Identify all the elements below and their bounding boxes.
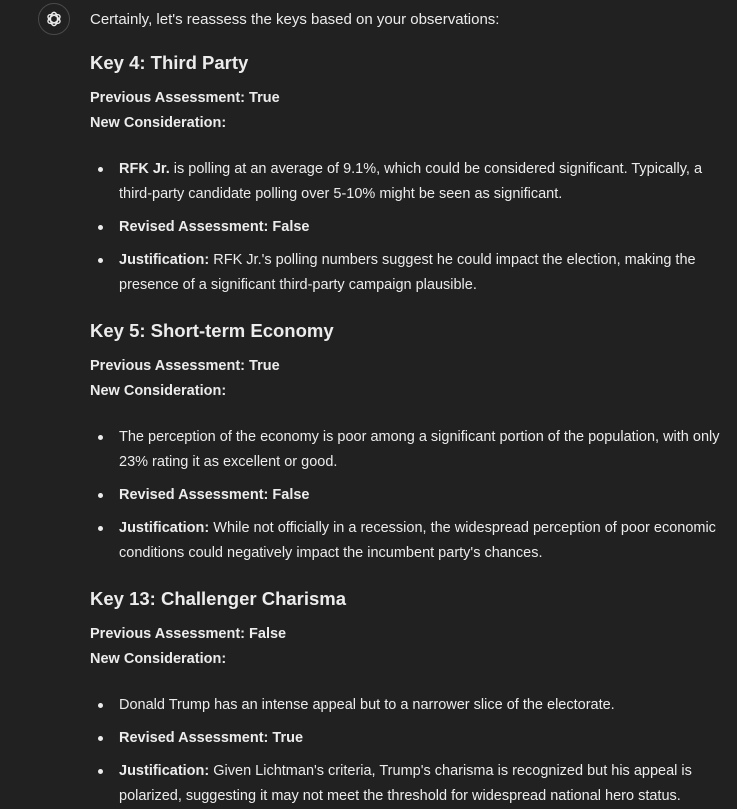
section-title: Key 4: Third Party (90, 52, 249, 73)
list-item (90, 215, 730, 240)
list-item (90, 726, 730, 751)
list-item (90, 759, 730, 809)
bullet-bold: Revised Assessment: False (119, 487, 310, 503)
bullet-list (90, 157, 730, 298)
bullet-list (90, 425, 730, 566)
bullet-bold: Justification: (119, 763, 210, 779)
previous-assessment: Previous Assessment: True (90, 358, 280, 374)
bullet-bold: Justification: (119, 252, 210, 268)
list-item (90, 157, 730, 207)
bullet-list (90, 693, 730, 809)
list-item (90, 516, 730, 566)
assistant-avatar (38, 3, 70, 35)
bullet-text: The perception of the economy is poor among a significant portion of the population, with only 23% rating it as excellent or good. (119, 429, 720, 470)
bullet-text: RFK Jr.'s polling numbers suggest he could impact the election, making the presence of a significant third-party campaign plausible. (119, 252, 696, 293)
section-key-4 (90, 50, 730, 298)
bullet-bold: Revised Assessment: True (119, 730, 304, 746)
bullet-bold: RFK Jr. (119, 161, 170, 177)
bullet-text: Donald Trump has an intense appeal but to a narrower slice of the electorate. (119, 697, 615, 713)
list-item (90, 693, 730, 718)
section-title: Key 5: Short-term Economy (90, 320, 334, 341)
new-consideration: New Consideration: (90, 383, 227, 399)
bullet-text: While not officially in a recession, the widespread perception of poor economic conditions could negatively impact the incumbent party's chances. (119, 520, 716, 561)
bullet-text: Given Lichtman's criteria, Trump's charisma is recognized but his appeal is polarized, suggesting it may not meet the threshold for widespread national hero status. (119, 763, 692, 804)
previous-assessment: Previous Assessment: True (90, 90, 280, 106)
previous-assessment: Previous Assessment: False (90, 626, 287, 642)
section-title: Key 13: Challenger Charisma (90, 588, 347, 609)
new-consideration: New Consideration: (90, 115, 227, 131)
bullet-bold: Justification: (119, 520, 210, 536)
list-item (90, 425, 730, 475)
assistant-message (90, 0, 730, 809)
bullet-text: is polling at an average of 9.1%, which could be considered significant. Typically, a third-party candidate polling over 5-10% might be seen as significant. (119, 161, 703, 202)
openai-logo-icon (44, 9, 64, 29)
new-consideration: New Consideration: (90, 651, 227, 667)
list-item (90, 483, 730, 508)
section-key-13 (90, 586, 730, 809)
section-key-5 (90, 318, 730, 566)
bullet-bold: Revised Assessment: False (119, 219, 310, 235)
intro-text: Certainly, let's reassess the keys based on your observations: (90, 11, 500, 28)
list-item (90, 248, 730, 298)
